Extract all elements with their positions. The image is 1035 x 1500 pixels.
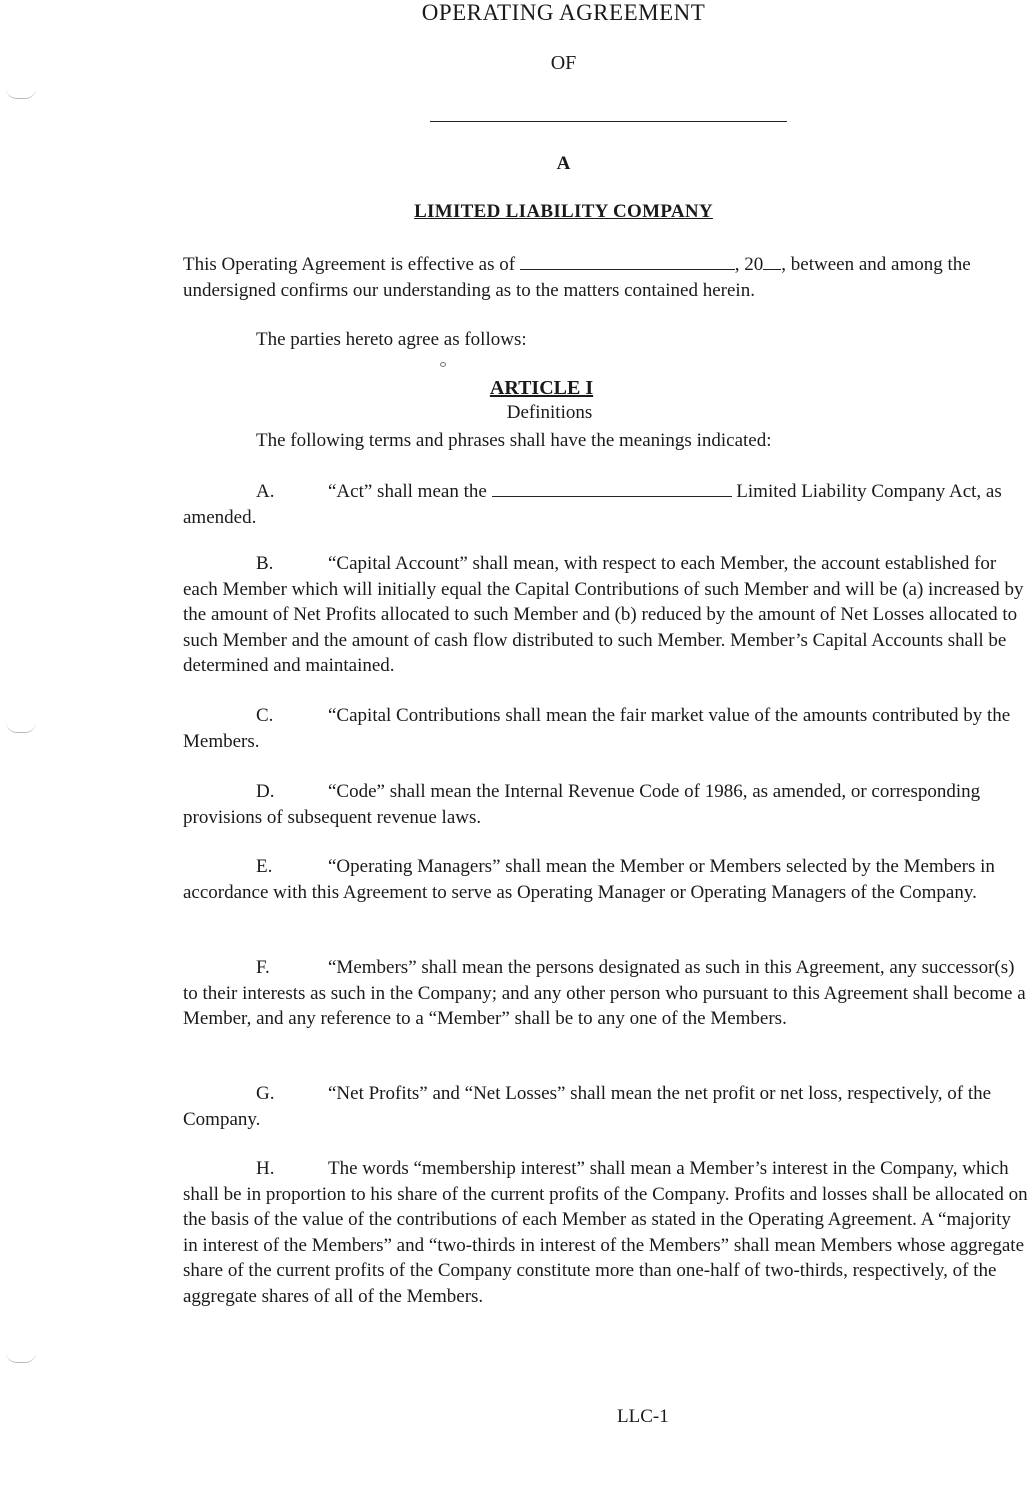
definition-h: H. The words “membership interest” shall mean a Member’s interest in the Company, which shall be in proportion to his share of the current profits of the Company. Profits and losses shall be allocated on the basis of the value of the contributions of each Member as stated in the Operating Agreement. A “majority in interest of the Members” and “two-thirds in interest of the Members” shall mean Members whose aggregate share of the current profits of the Company constitute more than one-half of two-thirds, respectively, of the aggregate shares of all of the Members. — [183, 1158, 1028, 1307]
scan-mark — [6, 722, 36, 733]
effective-date-blank[interactable] — [520, 251, 735, 270]
definition-label: D. — [256, 781, 275, 802]
scan-mark — [6, 88, 36, 99]
company-type-heading: LIMITED LIABILITY COMPANY — [414, 201, 713, 222]
definition-label: C. — [256, 705, 274, 726]
definition-label: A. — [256, 481, 275, 502]
parties-agree: The parties hereto agree as follows: — [256, 329, 527, 350]
definition-a: A. “Act” shall mean the Limited Liability Company Act, as amended. — [183, 478, 1028, 530]
definition-f: F. “Members” shall mean the persons designated as such in this Agreement, any successor(s) to their interests as such in the Company; and any other person who pursuant to this Agreement shall become a Member, and any reference to a “Member” shall be to any one of the Members. — [183, 957, 1026, 1029]
document-title: OPERATING AGREEMENT — [421, 0, 706, 25]
company-name-blank[interactable] — [430, 121, 787, 122]
definitions-intro: The following terms and phrases shall have the meanings indicated: — [256, 430, 772, 451]
of-line: OF — [550, 52, 577, 74]
state-act-blank[interactable] — [492, 478, 732, 497]
definition-e: E. “Operating Managers” shall mean the Member or Members selected by the Members in accordance with this Agreement to serve as Operating Manager or Operating Managers of the Company. — [183, 856, 995, 903]
page-number: LLC-1 — [617, 1406, 669, 1427]
intro-paragraph: This Operating Agreement is effective as of , 20 , between and among the undersigned confirms our understanding as to the matters contained herein. — [183, 251, 1028, 303]
definition-b: B. “Capital Account” shall mean, with respect to each Member, the account established for each Member which will initially equal the Capital Contributions of such Member and will be (a) increased by the amount of Net Profits allocated to such Member and (b) reduced by the amount of Net Losses allocated to such Member and the amount of cash flow distributed to such Member. Member’s Capital Accounts shall be determined and maintained. — [183, 553, 1024, 676]
year-blank[interactable] — [763, 251, 781, 270]
definition-label: E. — [256, 856, 273, 877]
definition-label: H. — [256, 1158, 275, 1179]
scan-mark — [6, 1352, 36, 1363]
definition-label: B. — [256, 553, 274, 574]
a-line: A — [556, 153, 571, 174]
definition-label: G. — [256, 1083, 275, 1104]
definition-d: D. “Code” shall mean the Internal Revenue Code of 1986, as amended, or corresponding provisions of subsequent revenue laws. — [183, 781, 981, 828]
article-title: ARTICLE I — [489, 377, 594, 399]
definition-g: G. “Net Profits” and “Net Losses” shall mean the net profit or net loss, respectively, of the Company. — [183, 1083, 992, 1130]
definition-label: F. — [256, 957, 270, 978]
scan-speck — [440, 362, 446, 367]
definition-c: C. “Capital Contributions shall mean the fair market value of the amounts contributed by the Members. — [183, 705, 1011, 752]
article-subtitle: Definitions — [506, 402, 593, 423]
